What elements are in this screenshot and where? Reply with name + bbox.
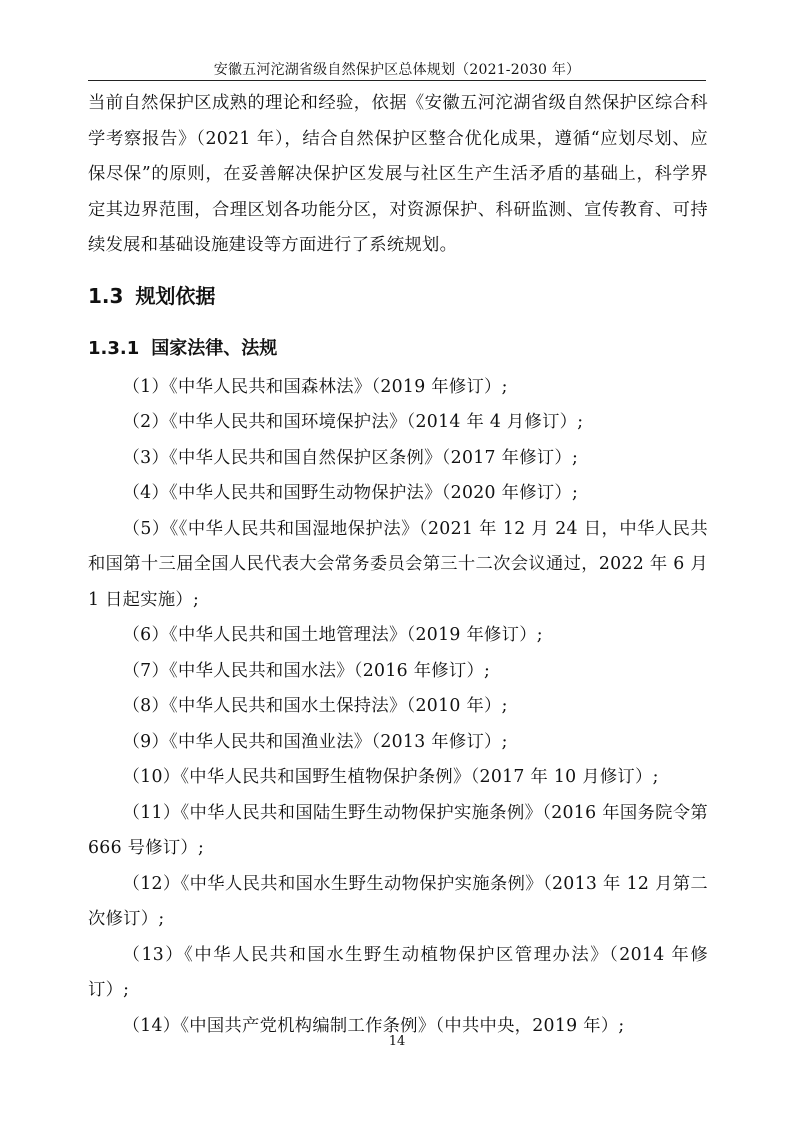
list-item: （10）《中华人民共和国野生植物保护条例》（2017 年 10 月修订）; <box>122 767 659 787</box>
subsection-number: 1.3.1 <box>88 337 140 359</box>
section-title: 规划依据 <box>135 283 216 308</box>
regulation-list <box>88 370 708 1045</box>
section-number: 1.3 <box>88 283 124 308</box>
list-item: （6）《中华人民共和国土地管理法》（2019 年修订）; <box>122 625 543 645</box>
running-header: 安徽五河沱湖省级自然保护区总体规划（2021-2030 年） <box>213 62 581 78</box>
list-item: （4）《中华人民共和国野生动物保护法》（2020 年修订）; <box>122 483 579 503</box>
list-item: （2）《中华人民共和国环境保护法》（2014 年 4 月修订）; <box>122 412 584 432</box>
section-heading <box>88 278 708 314</box>
subsection-title: 国家法律、法规 <box>151 337 278 359</box>
list-item: （7）《中华人民共和国水法》（2016 年修订）; <box>122 660 491 681</box>
list-item: （14）《中国共产党机构编制工作条例》（中共中央，2019 年）; <box>122 1015 625 1036</box>
page-body <box>88 86 708 1044</box>
list-item: （12）《中华人民共和国水生野生动物保护实施条例》（2013 年 12 月第二次修订）; <box>88 873 708 929</box>
intro-paragraph: 当前自然保护区成熟的理论和经验，依据《安徽五河沱湖省级自然保护区综合科学考察报告》（2021 年），结合自然保护区整合优化成果，遵循“应划尽划、应保尽保”的原则，在妥善解决保护区发展与社区生产生活矛盾的基础上，科学界定其边界范围，合理区划各功能分区，对资源保护、科研监测、宣传教育、可持续发展和基础设施建设等方面进行了系统规划。 <box>88 93 708 255</box>
list-item: （9）《中华人民共和国渔业法》（2013 年修订）; <box>122 731 508 752</box>
header-rule <box>88 80 706 81</box>
list-item: （8）《中华人民共和国水土保持法》（2010 年）; <box>122 696 508 716</box>
list-item: （3）《中华人民共和国自然保护区条例》（2017 年修订）; <box>122 447 579 468</box>
list-item: （1）《中华人民共和国森林法》（2019 年修订）; <box>122 376 508 397</box>
list-item: （11）《中华人民共和国陆生野生动物保护实施条例》（2016 年国务院令第 666 号修订）; <box>88 802 708 858</box>
list-item: （5）《《中华人民共和国湿地保护法》（2021 年 12 月 24 日，中华人民共和国第十三届全国人民代表大会常务委员会第三十二次会议通过，2022 年 6 月 1 日起实施）; <box>88 518 708 610</box>
subsection-heading <box>88 332 708 366</box>
page-number: 14 <box>388 1034 406 1049</box>
list-item: （13）《中华人民共和国水生野生动植物保护区管理办法》（2014 年修订）; <box>88 944 708 1000</box>
